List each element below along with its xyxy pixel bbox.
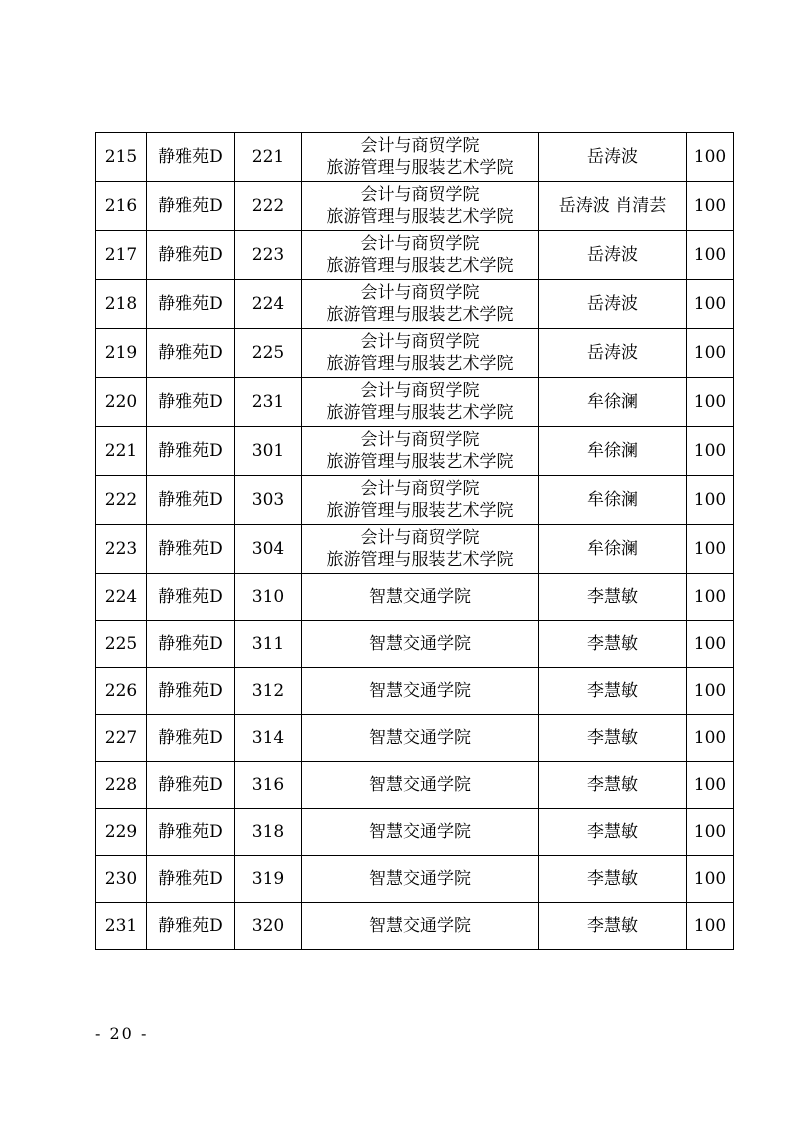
college-cell	[302, 133, 539, 182]
room-number-cell: 222	[235, 182, 302, 231]
building-cell: 静雅苑D	[147, 574, 235, 621]
table-row	[96, 280, 734, 329]
page-number: - 20 -	[95, 1024, 149, 1043]
college-name: 智慧交通学院	[369, 916, 471, 936]
building-cell: 静雅苑D	[147, 809, 235, 856]
serial-number-cell: 227	[96, 715, 147, 762]
college-name: 智慧交通学院	[369, 587, 471, 607]
college-name: 智慧交通学院	[369, 681, 471, 701]
college-name: 旅游管理与服装艺术学院	[326, 158, 514, 178]
table-row	[96, 621, 734, 668]
college-name: 会计与商贸学院	[360, 136, 480, 156]
college-name: 智慧交通学院	[369, 634, 471, 654]
college-cell	[302, 621, 539, 668]
table-row	[96, 329, 734, 378]
college-name: 智慧交通学院	[369, 869, 471, 889]
college-name: 会计与商贸学院	[360, 381, 480, 401]
serial-number-cell: 229	[96, 809, 147, 856]
staff-name-cell: 岳涛波 肖清芸	[539, 182, 687, 231]
table-row	[96, 231, 734, 280]
score-cell: 100	[687, 329, 734, 378]
score-cell: 100	[687, 809, 734, 856]
table-row	[96, 903, 734, 950]
serial-number-cell: 225	[96, 621, 147, 668]
staff-name-cell: 岳涛波	[539, 280, 687, 329]
score-cell: 100	[687, 574, 734, 621]
score-cell: 100	[687, 182, 734, 231]
serial-number-cell: 223	[96, 525, 147, 574]
college-cell	[302, 378, 539, 427]
college-cell	[302, 476, 539, 525]
score-cell: 100	[687, 378, 734, 427]
building-cell: 静雅苑D	[147, 329, 235, 378]
building-cell: 静雅苑D	[147, 856, 235, 903]
serial-number-cell: 218	[96, 280, 147, 329]
college-name: 旅游管理与服装艺术学院	[326, 256, 514, 276]
staff-name-cell: 岳涛波	[539, 231, 687, 280]
building-cell: 静雅苑D	[147, 903, 235, 950]
room-number-cell: 312	[235, 668, 302, 715]
serial-number-cell: 216	[96, 182, 147, 231]
table-row	[96, 856, 734, 903]
serial-number-cell: 222	[96, 476, 147, 525]
college-cell	[302, 231, 539, 280]
table-row	[96, 427, 734, 476]
room-number-cell: 303	[235, 476, 302, 525]
room-number-cell: 316	[235, 762, 302, 809]
building-cell: 静雅苑D	[147, 762, 235, 809]
college-cell	[302, 182, 539, 231]
serial-number-cell: 219	[96, 329, 147, 378]
college-cell	[302, 809, 539, 856]
score-cell: 100	[687, 856, 734, 903]
college-name: 会计与商贸学院	[360, 283, 480, 303]
staff-name-cell: 李慧敏	[539, 668, 687, 715]
college-cell	[302, 762, 539, 809]
college-name: 会计与商贸学院	[360, 234, 480, 254]
score-cell: 100	[687, 231, 734, 280]
serial-number-cell: 226	[96, 668, 147, 715]
college-name: 旅游管理与服装艺术学院	[326, 403, 514, 423]
college-name: 智慧交通学院	[369, 822, 471, 842]
college-cell	[302, 856, 539, 903]
college-name: 会计与商贸学院	[360, 430, 480, 450]
college-name: 会计与商贸学院	[360, 185, 480, 205]
table-row	[96, 762, 734, 809]
table-row	[96, 574, 734, 621]
building-cell: 静雅苑D	[147, 476, 235, 525]
table-body	[96, 133, 734, 950]
staff-name-cell: 李慧敏	[539, 856, 687, 903]
room-number-cell: 311	[235, 621, 302, 668]
room-number-cell: 221	[235, 133, 302, 182]
staff-name-cell: 牟徐澜	[539, 427, 687, 476]
serial-number-cell: 228	[96, 762, 147, 809]
serial-number-cell: 230	[96, 856, 147, 903]
room-number-cell: 223	[235, 231, 302, 280]
building-cell: 静雅苑D	[147, 427, 235, 476]
college-name: 会计与商贸学院	[360, 332, 480, 352]
building-cell: 静雅苑D	[147, 621, 235, 668]
serial-number-cell: 221	[96, 427, 147, 476]
serial-number-cell: 215	[96, 133, 147, 182]
college-name: 旅游管理与服装艺术学院	[326, 452, 514, 472]
staff-name-cell: 李慧敏	[539, 715, 687, 762]
building-cell: 静雅苑D	[147, 231, 235, 280]
building-cell: 静雅苑D	[147, 133, 235, 182]
table-row	[96, 525, 734, 574]
dormitory-score-table	[95, 132, 734, 950]
building-cell: 静雅苑D	[147, 378, 235, 427]
staff-name-cell: 李慧敏	[539, 621, 687, 668]
table-row	[96, 133, 734, 182]
score-cell: 100	[687, 668, 734, 715]
score-cell: 100	[687, 621, 734, 668]
score-cell: 100	[687, 715, 734, 762]
serial-number-cell: 220	[96, 378, 147, 427]
room-number-cell: 301	[235, 427, 302, 476]
serial-number-cell: 231	[96, 903, 147, 950]
college-cell	[302, 574, 539, 621]
table-row	[96, 715, 734, 762]
room-number-cell: 314	[235, 715, 302, 762]
room-number-cell: 304	[235, 525, 302, 574]
score-cell: 100	[687, 427, 734, 476]
staff-name-cell: 李慧敏	[539, 762, 687, 809]
room-number-cell: 320	[235, 903, 302, 950]
college-cell	[302, 715, 539, 762]
college-name: 会计与商贸学院	[360, 479, 480, 499]
college-name: 旅游管理与服装艺术学院	[326, 354, 514, 374]
building-cell: 静雅苑D	[147, 280, 235, 329]
college-cell	[302, 668, 539, 715]
college-cell	[302, 329, 539, 378]
building-cell: 静雅苑D	[147, 525, 235, 574]
staff-name-cell: 李慧敏	[539, 574, 687, 621]
table-row	[96, 182, 734, 231]
table-row	[96, 378, 734, 427]
room-number-cell: 224	[235, 280, 302, 329]
staff-name-cell: 牟徐澜	[539, 378, 687, 427]
college-name: 旅游管理与服装艺术学院	[326, 550, 514, 570]
building-cell: 静雅苑D	[147, 182, 235, 231]
serial-number-cell: 224	[96, 574, 147, 621]
room-number-cell: 231	[235, 378, 302, 427]
staff-name-cell: 牟徐澜	[539, 476, 687, 525]
staff-name-cell: 岳涛波	[539, 329, 687, 378]
score-cell: 100	[687, 280, 734, 329]
college-name: 旅游管理与服装艺术学院	[326, 305, 514, 325]
college-name: 会计与商贸学院	[360, 528, 480, 548]
table-row	[96, 476, 734, 525]
college-name: 智慧交通学院	[369, 775, 471, 795]
score-cell: 100	[687, 476, 734, 525]
college-name: 智慧交通学院	[369, 728, 471, 748]
college-cell	[302, 427, 539, 476]
building-cell: 静雅苑D	[147, 668, 235, 715]
staff-name-cell: 李慧敏	[539, 903, 687, 950]
room-number-cell: 225	[235, 329, 302, 378]
college-name: 旅游管理与服装艺术学院	[326, 501, 514, 521]
room-number-cell: 318	[235, 809, 302, 856]
score-cell: 100	[687, 903, 734, 950]
college-cell	[302, 280, 539, 329]
score-cell: 100	[687, 762, 734, 809]
score-cell: 100	[687, 525, 734, 574]
college-name: 旅游管理与服装艺术学院	[326, 207, 514, 227]
college-cell	[302, 903, 539, 950]
table-row	[96, 668, 734, 715]
staff-name-cell: 牟徐澜	[539, 525, 687, 574]
room-number-cell: 310	[235, 574, 302, 621]
building-cell: 静雅苑D	[147, 715, 235, 762]
college-cell	[302, 525, 539, 574]
room-number-cell: 319	[235, 856, 302, 903]
staff-name-cell: 李慧敏	[539, 809, 687, 856]
staff-name-cell: 岳涛波	[539, 133, 687, 182]
table-row	[96, 809, 734, 856]
serial-number-cell: 217	[96, 231, 147, 280]
score-cell: 100	[687, 133, 734, 182]
